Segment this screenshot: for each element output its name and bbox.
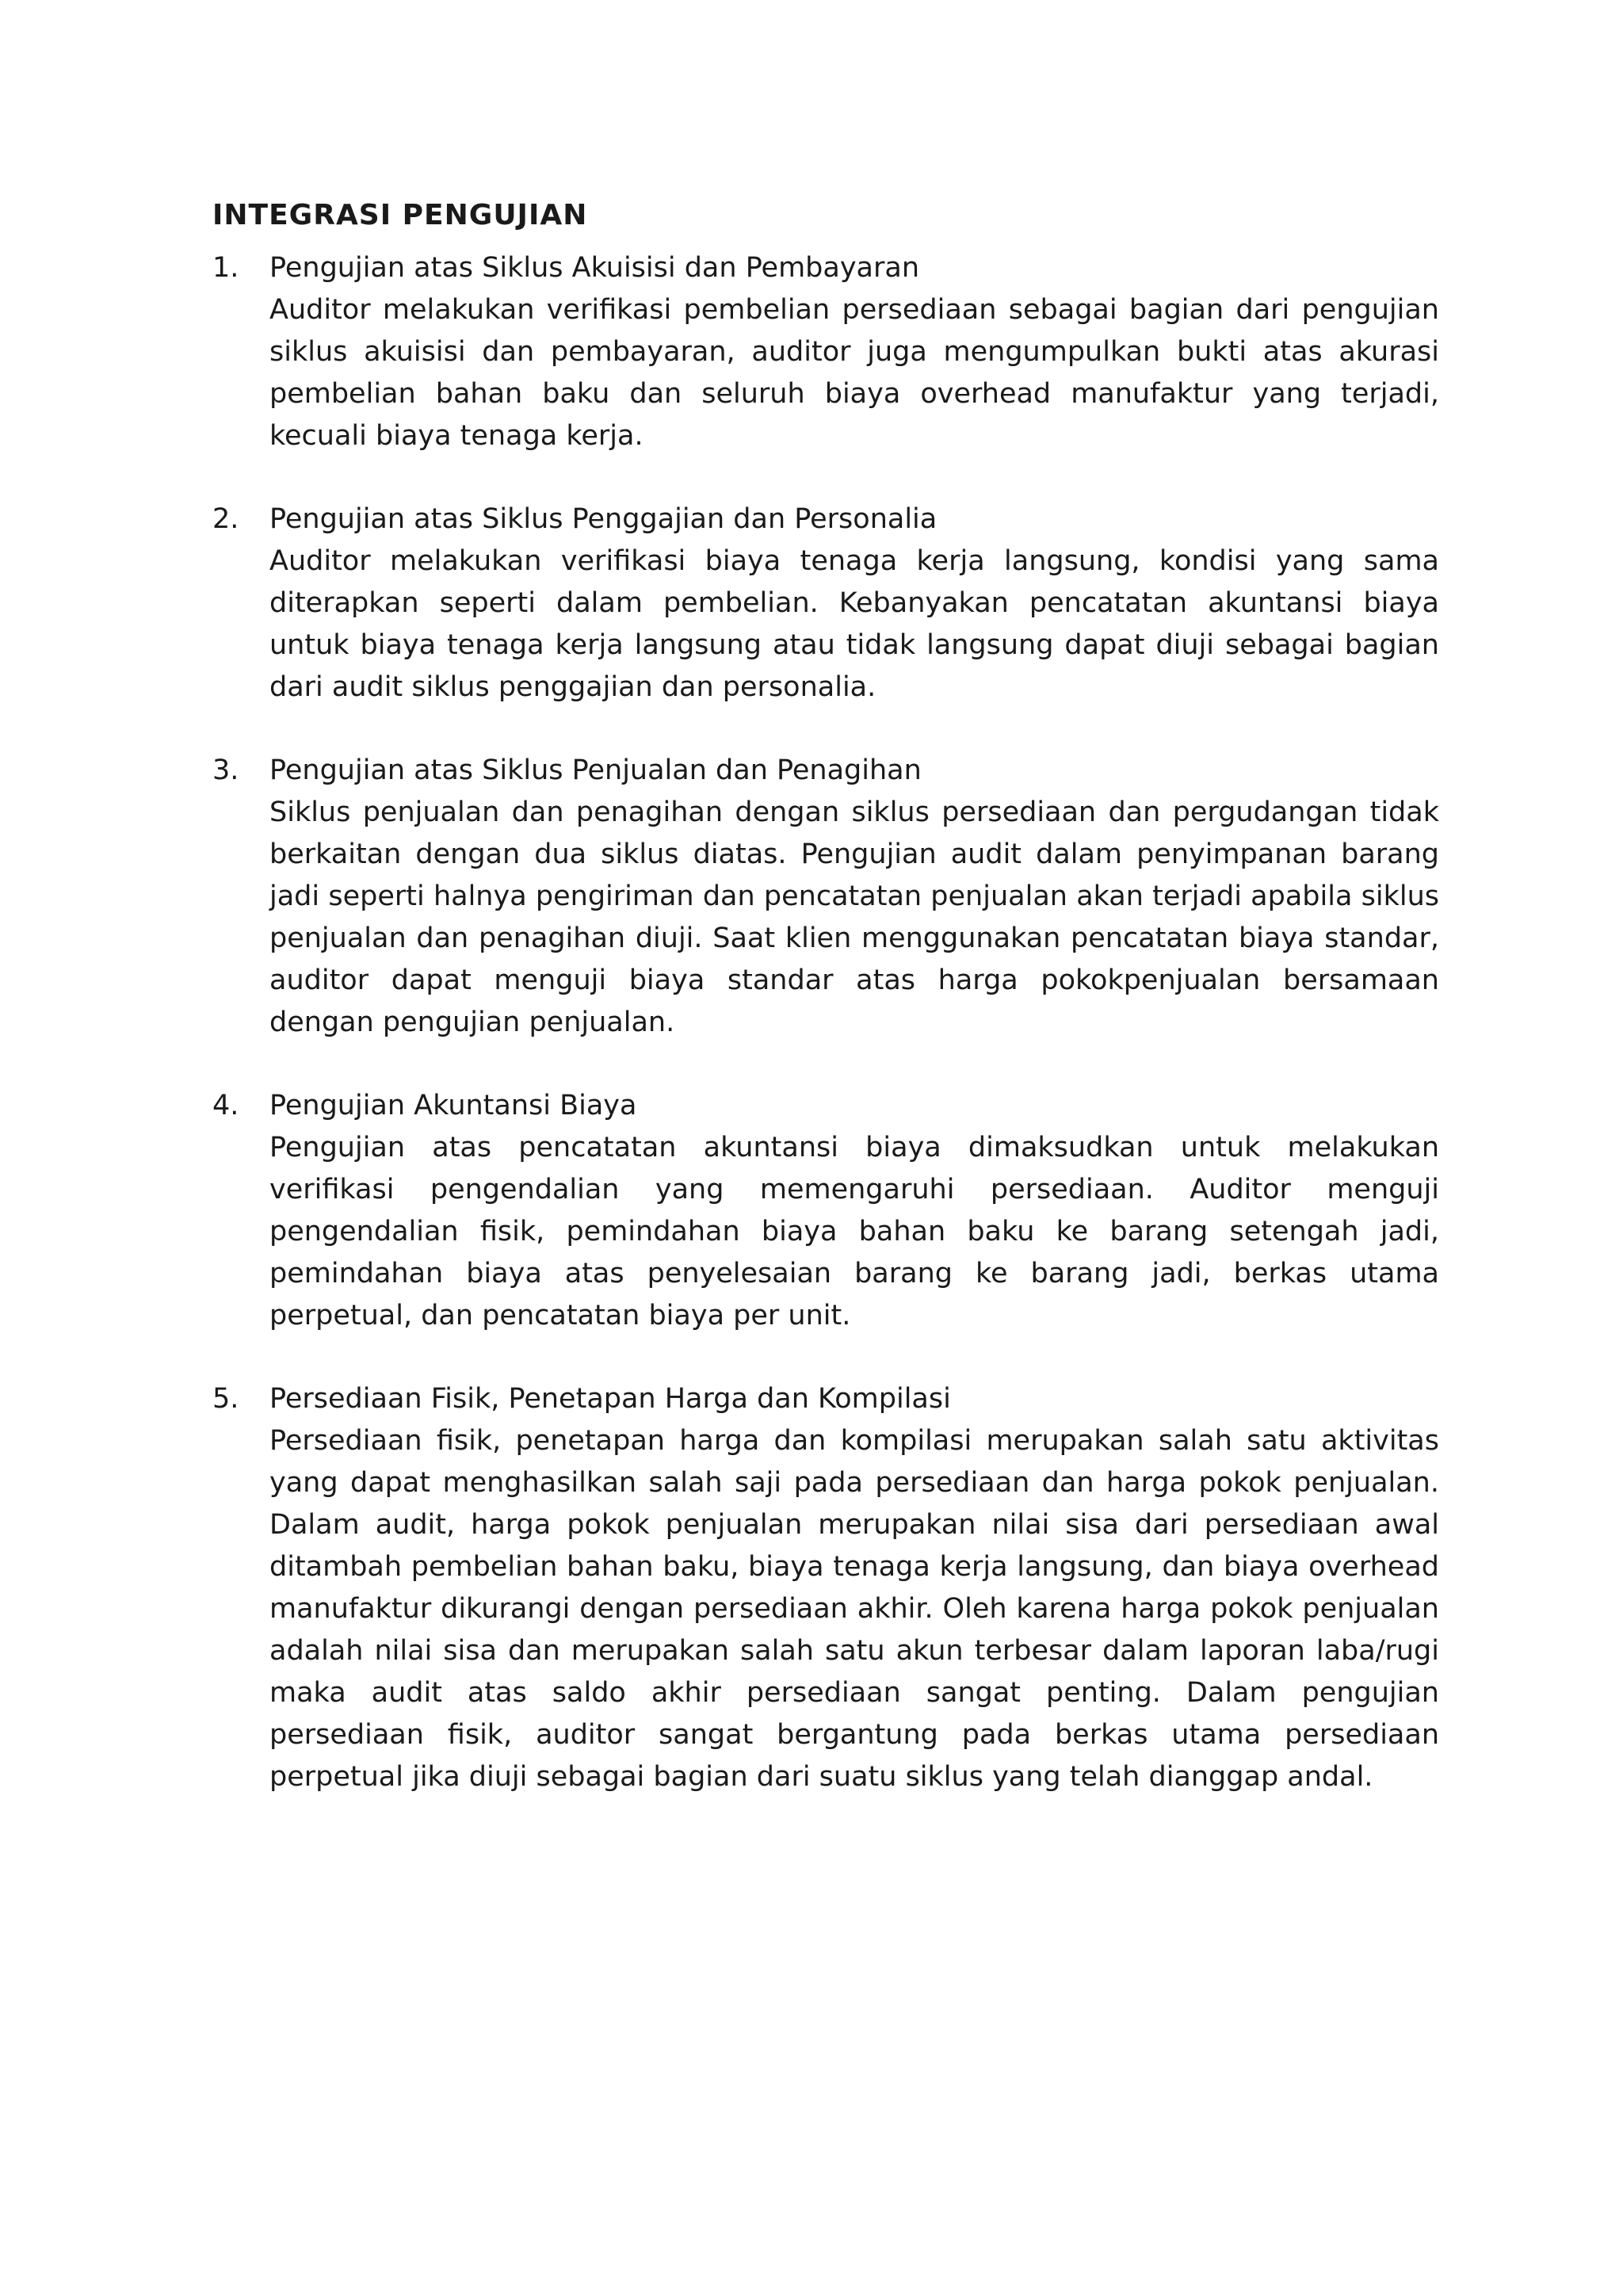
item-body: Persediaan fisik, penetapan harga dan kompilasi merupakan salah satu aktivitas yang dapat menghasilkan salah saji pada persediaan dan harga pokok penjualan. Dalam audit, harga pokok penjualan merupakan nilai sisa dari persediaan awal ditambah pembelian bahan baku, biaya tenaga kerja langsung, dan biaya overhead manufaktur dikurangi dengan persediaan akhir. Oleh karena harga pokok penjualan adalah nilai sisa dan merupakan salah satu akun terbesar dalam laporan laba/rugi maka audit atas saldo akhir persediaan sangat penting. Dalam pengujian persediaan fisik, auditor sangat bergantung pada berkas utama persediaan perpetual jika diuji sebagai bagian dari suatu siklus yang telah dianggap andal. bbox=[269, 1425, 1439, 1793]
item-title: Pengujian atas Siklus Penggajian dan Personalia bbox=[269, 503, 938, 535]
item-body: Siklus penjualan dan penagihan dengan siklus persediaan dan pergudangan tidak berkaitan dengan dua siklus diatas. Pengujian audit dalam penyimpanan barang jadi seperti halnya pengiriman dan pencatatan penjualan akan terjadi apabila siklus penjualan dan penagihan diuji. Saat klien menggunakan pencatatan biaya standar, auditor dapat menguji biaya standar atas harga pokokpenjualan bersamaan dengan pengujian penjualan. bbox=[269, 797, 1439, 1038]
item-body: Pengujian atas pencatatan akuntansi biaya dimaksudkan untuk melakukan verifikasi pengendalian yang memengaruhi persediaan. Auditor menguji pengendalian fisik, pemindahan biaya bahan baku ke barang setengah jadi, pemindahan biaya atas penyelesaian barang ke barang jadi, berkas utama perpetual, dan pencatatan biaya per unit. bbox=[269, 1132, 1439, 1331]
section-list bbox=[212, 247, 1439, 1839]
list-item bbox=[212, 499, 1439, 709]
item-body: Auditor melakukan verifikasi pembelian persediaan sebagai bagian dari pengujian siklus akuisisi dan pembayaran, auditor juga mengumpulkan bukti atas akurasi pembelian bahan baku dan seluruh biaya overhead manufaktur yang terjadi, kecuali biaya tenaga kerja. bbox=[269, 294, 1439, 452]
item-title: Pengujian atas Siklus Akuisisi dan Pembayaran bbox=[269, 252, 920, 284]
list-item bbox=[212, 750, 1439, 1044]
item-number: 4. bbox=[212, 1090, 239, 1121]
page-title: INTEGRASI PENGUJIAN bbox=[212, 199, 588, 231]
item-number: 5. bbox=[212, 1383, 239, 1415]
item-title: Persediaan Fisik, Penetapan Harga dan Kompilasi bbox=[269, 1383, 951, 1415]
item-title: Pengujian Akuntansi Biaya bbox=[269, 1090, 637, 1121]
item-number: 1. bbox=[212, 252, 239, 284]
list-item bbox=[212, 1378, 1439, 1798]
list-item bbox=[212, 1085, 1439, 1337]
item-title: Pengujian atas Siklus Penjualan dan Penagihan bbox=[269, 755, 922, 786]
item-number: 2. bbox=[212, 503, 239, 535]
item-body: Auditor melakukan verifikasi biaya tenaga kerja langsung, kondisi yang sama diterapkan seperti dalam pembelian. Kebanyakan pencatatan akuntansi biaya untuk biaya tenaga kerja langsung atau tidak langsung dapat diuji sebagai bagian dari audit siklus penggajian dan personalia. bbox=[269, 545, 1439, 703]
list-item bbox=[212, 247, 1439, 457]
item-number: 3. bbox=[212, 755, 239, 786]
